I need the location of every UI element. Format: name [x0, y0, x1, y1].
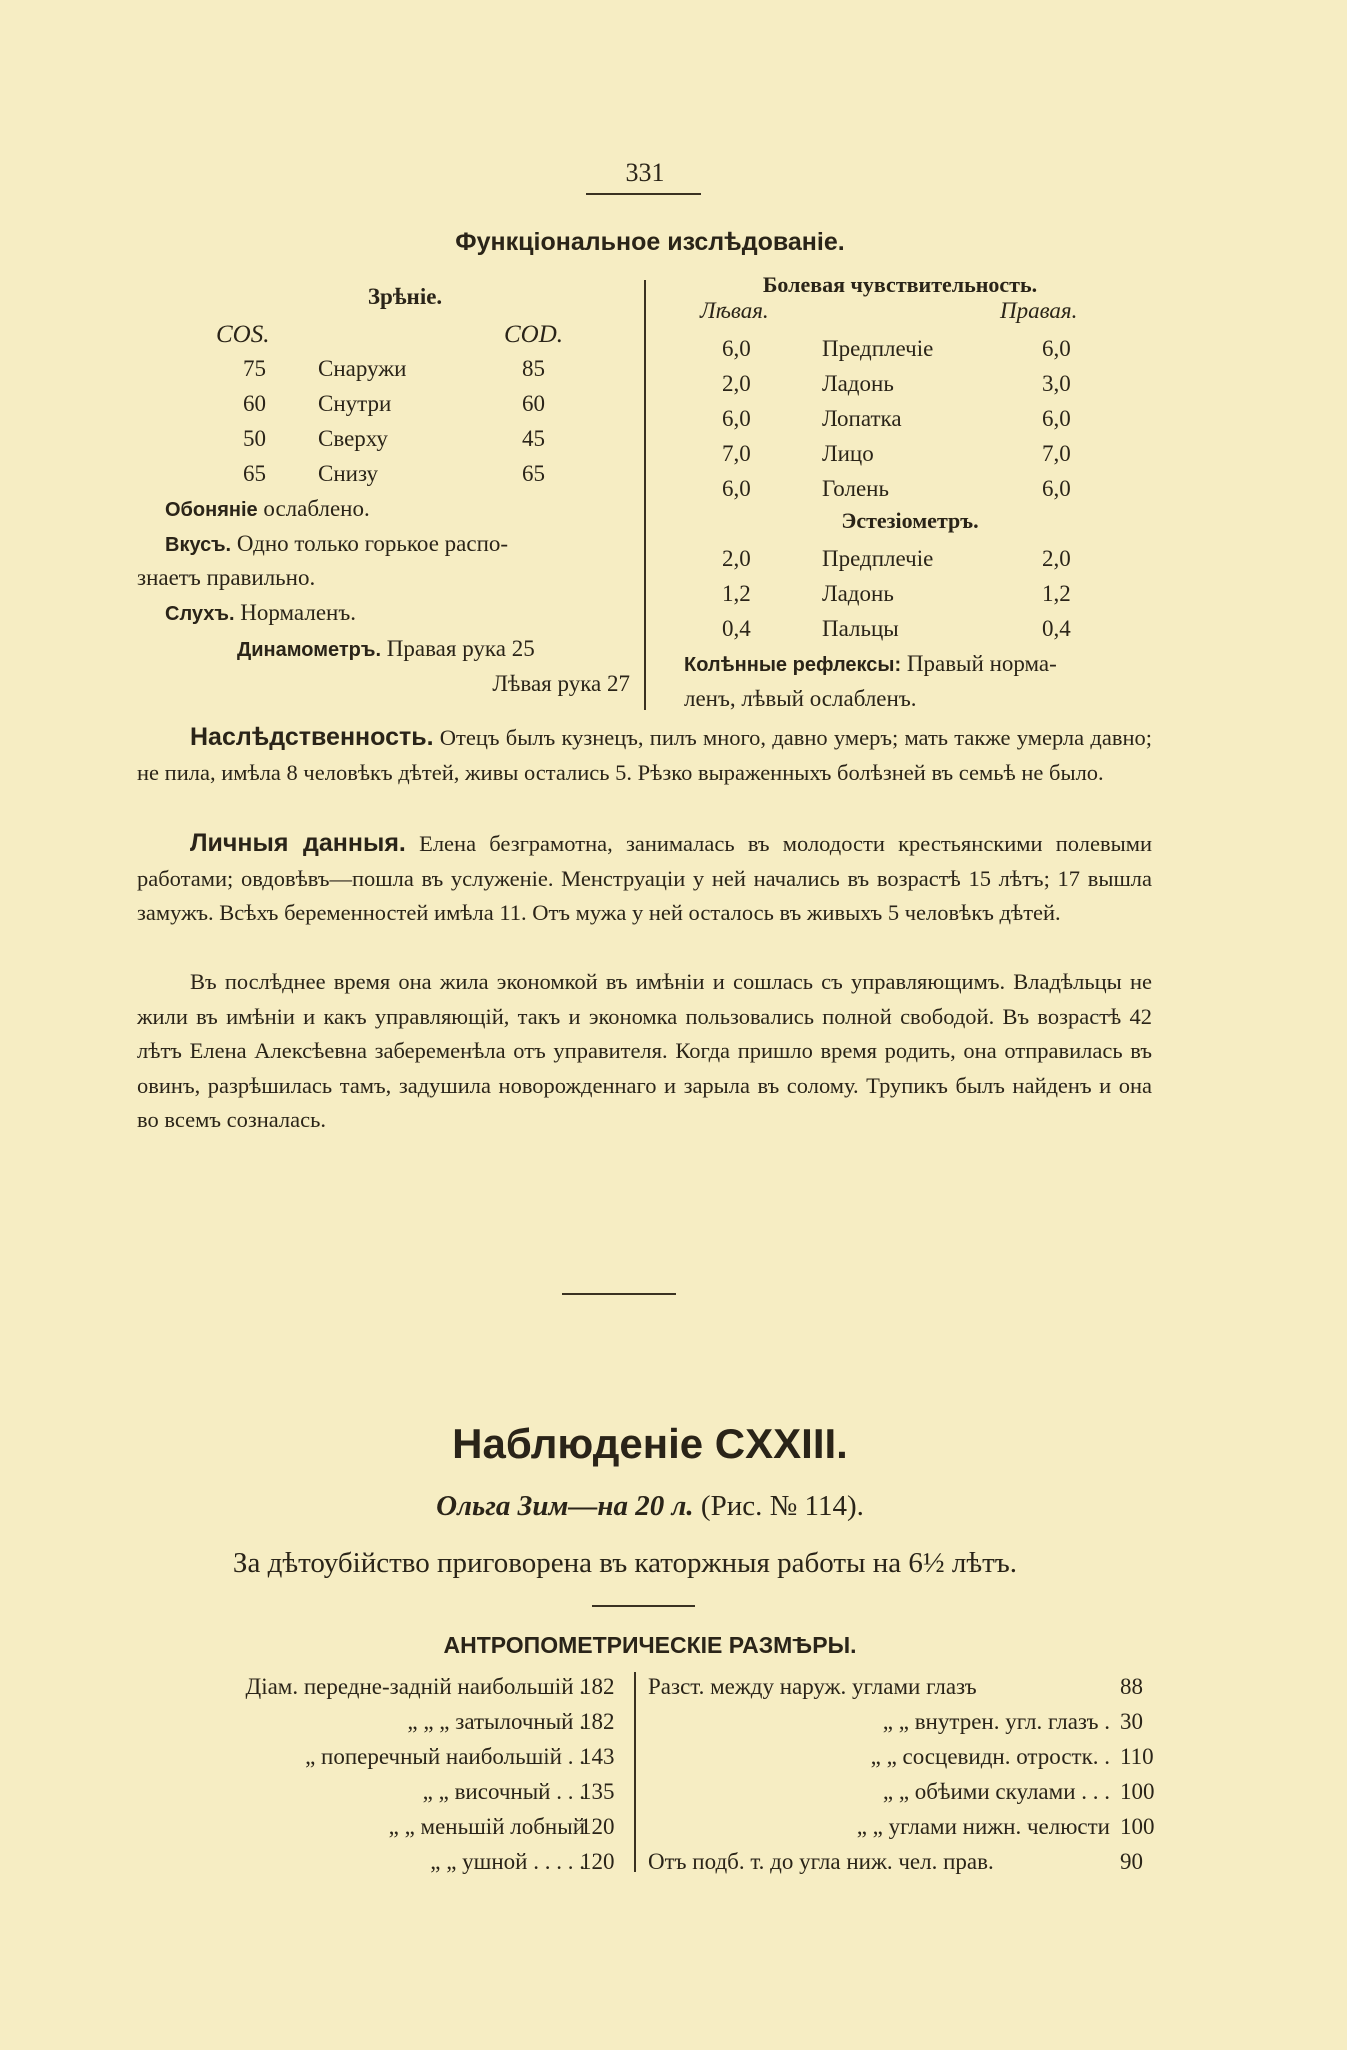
sentence-line: За дѣтоубійство приговорена въ каторжныя работы на 6½ лѣтъ. — [232, 1547, 1018, 1579]
pain-right-value: 6,0 — [1042, 336, 1071, 361]
pain-left-value: 6,0 — [722, 406, 751, 431]
vision-label: Снутри — [318, 391, 392, 416]
anthro-right-value: 100 — [1120, 1779, 1155, 1804]
anthro-right-label: „ „ углами нижн. челюсти — [856, 1814, 1110, 1839]
esthesiometer-label: Ладонь — [822, 581, 894, 606]
anthro-title: АНТРОПОМЕТРИЧЕСКІЕ РАЗМѢРЫ. — [443, 1632, 857, 1658]
personal-lead: Личныя данныя. — [190, 829, 406, 857]
smell-text: ослаблено. — [263, 496, 370, 521]
vision-label: Сверху — [318, 426, 388, 451]
anthro-left-label: Діам. передне-задній наибольшій . — [245, 1674, 585, 1699]
vision-right-value: 65 — [522, 461, 545, 486]
vision-title: Зрѣніе. — [367, 284, 443, 309]
pain-left-value: 6,0 — [722, 336, 751, 361]
anthro-right-value: 110 — [1120, 1744, 1154, 1769]
anthro-left-value: 143 — [580, 1744, 615, 1769]
anthro-right-label: „ „ внутрен. угл. глазъ . — [882, 1709, 1110, 1734]
functional-exam-title: Функціональное изслѣдованіе. — [455, 228, 845, 256]
anthro-left-value: 182 — [580, 1709, 615, 1734]
pain-label: Предплечіе — [822, 336, 934, 361]
taste-line — [165, 527, 508, 562]
esthesiometer-label: Пальцы — [822, 616, 899, 641]
anthro-right-value: 88 — [1120, 1674, 1143, 1699]
smell-line — [165, 492, 370, 527]
story-paragraph: Въ послѣднее время она жила экономкой въ имѣніи и сошлась съ управляющимъ. Владѣльцы не жили въ имѣніи и какъ управляющій, такъ и экономка пользовались полной свободой. Въ возрастѣ 42 лѣтъ Елена Алексѣевна забеременѣла отъ управителя. Когда пришло время родить, она отправилась въ овинъ, разрѣшилась тамъ, задушила новорожденнаго и зарыла въ солому. Трупикъ былъ найденъ и она во всемъ созналась. — [137, 969, 1152, 1132]
vision-left-value: 60 — [243, 391, 266, 416]
esthesiometer-left-value: 1,2 — [722, 581, 751, 606]
vision-label: Снизу — [318, 461, 379, 486]
esthesiometer-right-value: 2,0 — [1042, 546, 1071, 571]
observation-title: Наблюденіе CXXIII. — [452, 1420, 848, 1467]
pain-label: Лицо — [822, 441, 874, 466]
pain-right-value: 6,0 — [1042, 476, 1071, 501]
vision-col-right: COD. — [504, 321, 564, 348]
vision-left-value: 50 — [243, 426, 266, 451]
column-divider — [644, 280, 646, 710]
page-number: 331 — [625, 158, 665, 187]
pain-col-left: Лѣвая. — [700, 298, 769, 323]
pain-label: Ладонь — [822, 371, 894, 396]
section-rule — [562, 1293, 676, 1295]
anthro-left-label: „ „ ушной . . . . . — [430, 1849, 585, 1874]
esthesiometer-right-value: 0,4 — [1042, 616, 1071, 641]
pain-right-value: 3,0 — [1042, 371, 1071, 396]
esthesiometer-title: Эстезіометръ. — [841, 508, 979, 533]
pain-title: Болевая чувствительность. — [762, 272, 1038, 297]
heredity-paragraph — [137, 720, 1152, 790]
anthro-left-value: 120 — [580, 1849, 615, 1874]
pain-label: Голень — [822, 476, 889, 501]
knee-reflex-text: Правый норма- — [906, 651, 1057, 676]
anthro-left-label: „ „ меньшій лобный — [388, 1814, 585, 1839]
vision-right-value: 85 — [522, 356, 545, 381]
observation-rule — [592, 1605, 695, 1607]
pain-col-right: Правая. — [1000, 298, 1078, 323]
anthro-right-label: Отъ подб. т. до угла ниж. чел. прав. — [648, 1849, 994, 1874]
anthro-right-label: Разст. между наруж. углами глазъ — [648, 1674, 977, 1699]
anthro-left-label: „ „ „ затылочный . — [407, 1709, 585, 1734]
dynamometer-left: Лѣвая рука 27 — [492, 671, 630, 696]
anthro-right-value: 30 — [1120, 1709, 1143, 1734]
knee-reflex-label: Колѣнные рефлексы: — [684, 654, 902, 676]
esthesiometer-left-value: 2,0 — [722, 546, 751, 571]
heredity-lead: Наслѣдственность. — [190, 723, 434, 751]
vision-col-left: COS. — [216, 321, 270, 348]
anthro-left-value: 182 — [580, 1674, 615, 1699]
anthro-right-label: „ „ сосцевидн. отростк. . — [870, 1744, 1110, 1769]
dynamometer-label: Динамометръ. — [237, 639, 382, 661]
vision-left-value: 75 — [243, 356, 266, 381]
anthro-left-label: „ „ височный . . . — [422, 1779, 585, 1804]
pain-label: Лопатка — [822, 406, 902, 431]
vision-right-value: 60 — [522, 391, 545, 416]
vision-label: Снаружи — [318, 356, 407, 381]
pain-left-value: 7,0 — [722, 441, 751, 466]
anthro-left-label: „ поперечный наибольшій . . — [305, 1744, 585, 1769]
knee-reflex-text-cont: ленъ, лѣвый ослабленъ. — [684, 686, 917, 711]
hearing-label: Слухъ. — [165, 603, 235, 625]
taste-text-cont: знаетъ правильно. — [137, 565, 316, 590]
pain-left-value: 2,0 — [722, 371, 751, 396]
pain-right-value: 6,0 — [1042, 406, 1071, 431]
hearing-line — [165, 596, 356, 631]
hearing-text: Нормаленъ. — [240, 600, 356, 625]
dynamometer-right: Правая рука 25 — [386, 636, 535, 661]
heredity-text: Отецъ былъ кузнецъ, пилъ много, давно умеръ; мать также умерла давно; не пила, имѣла 8 человѣкъ дѣтей, живы остались 5. Рѣзко выраженныхъ болѣзней въ семьѣ не было. — [137, 725, 1152, 785]
subject-name: Ольга Зим—на 20 л. — [436, 1490, 694, 1522]
vision-left-value: 65 — [243, 461, 266, 486]
subject-figure: (Рис. № 114). — [700, 1490, 864, 1522]
smell-label: Обоняніе — [165, 499, 258, 521]
knee-reflex-line — [684, 647, 1057, 682]
observation-subject — [250, 1490, 1050, 1523]
esthesiometer-label: Предплечіе — [822, 546, 934, 571]
personal-text: Елена безграмотна, занималась въ молодости крестьянскими полевыми работами; овдовѣвъ—пошла въ услуженіе. Менструаціи у ней начались въ возрастѣ 15 лѣтъ; 17 вышла замужъ. Всѣхъ беременностей имѣла 11. Отъ мужа у ней осталось въ живыхъ 5 человѣкъ дѣтей. — [137, 831, 1152, 925]
anthro-divider — [634, 1672, 636, 1872]
anthro-left-value: 135 — [580, 1779, 615, 1804]
taste-text: Одно только горькое распо- — [236, 531, 509, 556]
anthro-right-value: 90 — [1120, 1849, 1143, 1874]
anthro-left-value: 120 — [580, 1814, 615, 1839]
page-number-rule — [586, 193, 701, 195]
pain-left-value: 6,0 — [722, 476, 751, 501]
anthro-right-value: 100 — [1120, 1814, 1155, 1839]
esthesiometer-right-value: 1,2 — [1042, 581, 1071, 606]
anthro-right-label: „ „ обѣими скулами . . . — [882, 1779, 1110, 1804]
esthesiometer-left-value: 0,4 — [722, 616, 751, 641]
dynamometer-line — [237, 632, 535, 667]
pain-right-value: 7,0 — [1042, 441, 1071, 466]
personal-paragraph — [137, 826, 1152, 931]
vision-right-value: 45 — [522, 426, 545, 451]
taste-label: Вкусъ. — [165, 534, 232, 556]
